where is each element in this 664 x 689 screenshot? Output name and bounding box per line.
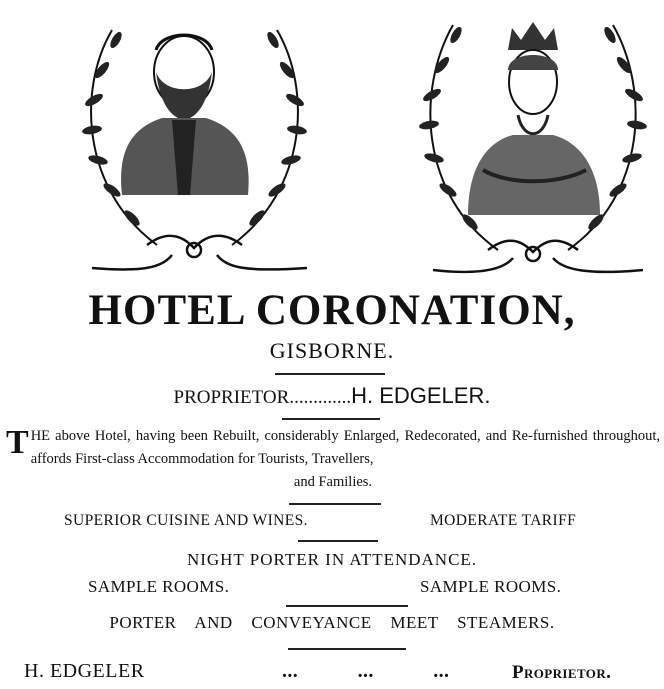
drop-cap: T	[6, 424, 29, 461]
location-text: GISBORNE.	[269, 338, 395, 363]
divider-rule	[282, 418, 380, 420]
proprietor-name: H. EDGELER.	[351, 383, 491, 408]
divider-rule	[289, 503, 381, 505]
night-porter-text: NIGHT PORTER IN ATTENDANCE.	[186, 550, 478, 569]
footer-name: H. EDGELER	[24, 660, 145, 682]
divider-rule	[286, 605, 408, 607]
hotel-name-heading: HOTEL CORONATION,	[88, 287, 576, 334]
laurel-wreath-queen-illustration	[408, 0, 658, 285]
divider-rule	[288, 648, 406, 650]
proprietor-label: PROPRIETOR.............	[173, 387, 352, 408]
divider-rule	[275, 373, 385, 375]
cuisine-text: SUPERIOR CUISINE AND WINES.	[64, 512, 308, 529]
description-body: HE above Hotel, having been Rebuilt, considerably Enlarged, Redecorated, and Re-furnished throughout, affords First-class Accommodation for Tourists, Travellers,	[30, 428, 660, 467]
footer-dots: ... ... ...	[282, 660, 450, 682]
sample-rooms-right: SAMPLE ROOMS.	[420, 577, 562, 596]
porter-text: PORTER AND CONVEYANCE MEET STEAMERS.	[109, 613, 555, 632]
queen-portrait-illustration	[408, 0, 658, 285]
tariff-text: MODERATE TARIFF	[430, 512, 577, 529]
footer-role: Proprietor.	[512, 662, 612, 683]
king-portrait-illustration	[72, 0, 317, 285]
proprietor-line	[0, 383, 664, 409]
description-last-line: and Families.	[293, 474, 373, 490]
sample-rooms-left: SAMPLE ROOMS.	[88, 577, 230, 596]
laurel-wreath-king-illustration	[72, 0, 317, 285]
divider-rule	[298, 540, 378, 542]
hotel-description	[6, 425, 660, 494]
